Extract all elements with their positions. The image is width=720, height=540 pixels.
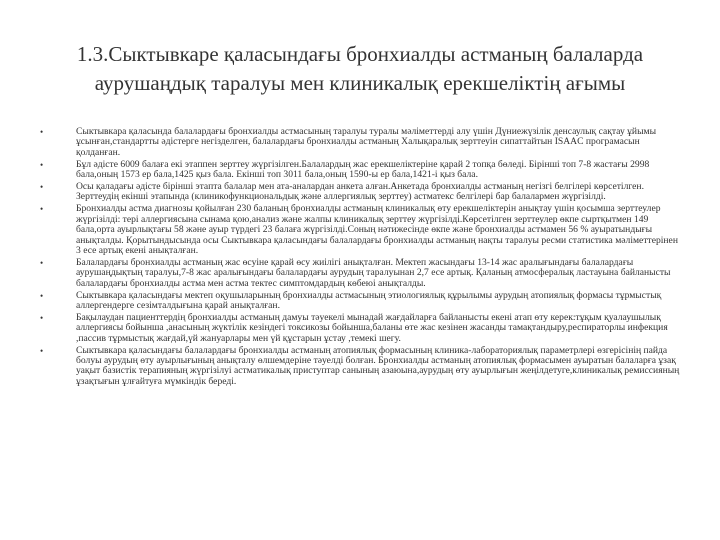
bullet-dot-icon: • — [40, 345, 44, 356]
bullet-item — [40, 127, 680, 158]
bullet-text: Сыктывкара қаласындағы балалардағы бронхиалды астманың атопиялық формасының клиника-лабораториялық параметрлері өзгерісінің пайда болуы аурудың өту ауырлығының анықталу өлшемдеріне тәуелді болған. Бронхиалды астманың атопиялық формасымен ауыратын балаларға ұзақ уақыт базистік терапияның жүргізілуі астматикалық приступтар санының азаюына,аурудың өту ауырлығын жеңілдетуге,клиникалық ремиссияның ұзақтығын ұлғайтуға мүмкіндік береді. — [76, 344, 680, 387]
bullet-item — [40, 291, 680, 312]
bullet-item — [40, 346, 680, 388]
bullet-dot-icon: • — [40, 204, 44, 215]
bullet-dot-icon: • — [40, 159, 44, 170]
bullet-text: Сыктывкара қаласында балалардағы бронхиалды астмасының таралуы туралы мәліметтерді алу үшін Дүниежүзілік денсаулық сақтау ұйымы ұсынған,стандартты әдістерге негізделген, балалардағы бронхиалды астманың Халықаралық зерттеуін сипаттайтын ISAAC програмасын қолданған. — [76, 126, 657, 158]
bullet-text: Бақылаудан пациенттердің бронхиалды астманың дамуы тәуекелі мынадай жағдайларға байланысты екені атап өту керек:тұқым қуалаушылық аллергиясы бойынша ,анасының жүктілік кезіндегі токсикозы бойынша,баланы өте жас кезінен жасанды тамақтандыру,респираторлы инфекция ,пассив тұрмыстық жағдай,үй жануарлары мен үй құстарын ұстау ,темекі шегу. — [76, 311, 668, 344]
bullet-item — [40, 182, 680, 203]
bullet-text: Сыктывкара қаласындағы мектеп оқушыларының бронхиалды астмасының этиологиялық құрылымы аурудың атопиялық формасы тұрмыстық аллергендерге сезімталдығына қарай анықталған. — [76, 289, 662, 311]
bullet-item — [40, 160, 680, 181]
bullet-list — [40, 127, 680, 389]
slide-title: 1.3.Сыктывкаре қаласындағы бронхиалды астманың балаларда аурушаңдық таралуы мен клиникалық ерекшеліктің ағымы — [76, 42, 644, 95]
bullet-dot-icon: • — [40, 312, 44, 323]
bullet-text: Бронхиалды астма диагнозы қойылған 230 баланың бронхиалды астманың клиникалық өту ерекшеліктерін анықтау үшін қосымша зерттеулер жүргізілді: тері аллергиясына сынама қою,анализ және жалпы клиникалық зерттеу жүргізілді.Көрсетілген зерттеулер өкпе сыртқытмен 149 бала,орта ауырлықтағы 58 және ауыр түрдегі 23 балаға жүргізілді.Соның нәтижесінде өкпе және бронхиалды астмамен 56 % ауыратындығы анықталды. Қорытындысында осы Сыктывкара қаласындағы балалардағы бронхиалды астманың нақты таралуы ресми статистика мәліметтерінен 3 есе артық екені анықталған. — [76, 203, 678, 256]
bullet-item — [40, 258, 680, 289]
bullet-text: Осы қаладағы әдісте бірінші этапта балалар мен ата-аналардан анкета алған.Анкетада бронхиалды астманың негізгі белгілері көрсетілген. Зерттеудің екінші этапында (клиникофункциональдық және аллергиялық зерттеу) астматекс белгілері бар балалармен жүргізілді. — [76, 181, 644, 203]
bullet-item — [40, 204, 680, 256]
bullet-dot-icon: • — [40, 127, 44, 137]
bullet-text: Бұл әдісте 6009 балаға екі этаппен зерттеу жүргізілген.Балалардың жас ерекшеліктеріне қарай 2 топқа бөледі. Бірінші топ 7-8 жастағы 2998 бала,оның 1573 ер бала,1425 қыз бала. Екінші топ 3011 бала,оның 1590-ы ер бала,1421-і қыз бала. — [76, 158, 650, 181]
bullet-dot-icon: • — [40, 257, 44, 268]
bullet-text: Балалардағы бронхиалды астманың жас өсуіне қарай өсу жиілігі анықталған. Мектеп жасындағы 13-14 жас аралығындағы балалардағы аурушаңдықтың таралуы,7-8 жас аралығындағы балалардағы аурудың таралуынан 2,7 есе артық. Қаланың атмосфералық ластауына байланысты балалардағы бронхиалды астма мен астма тектес симптомдардың көбеюі анықталды. — [76, 256, 671, 289]
bullet-dot-icon: • — [40, 290, 44, 301]
bullet-item — [40, 313, 680, 344]
bullet-dot-icon: • — [40, 182, 44, 193]
